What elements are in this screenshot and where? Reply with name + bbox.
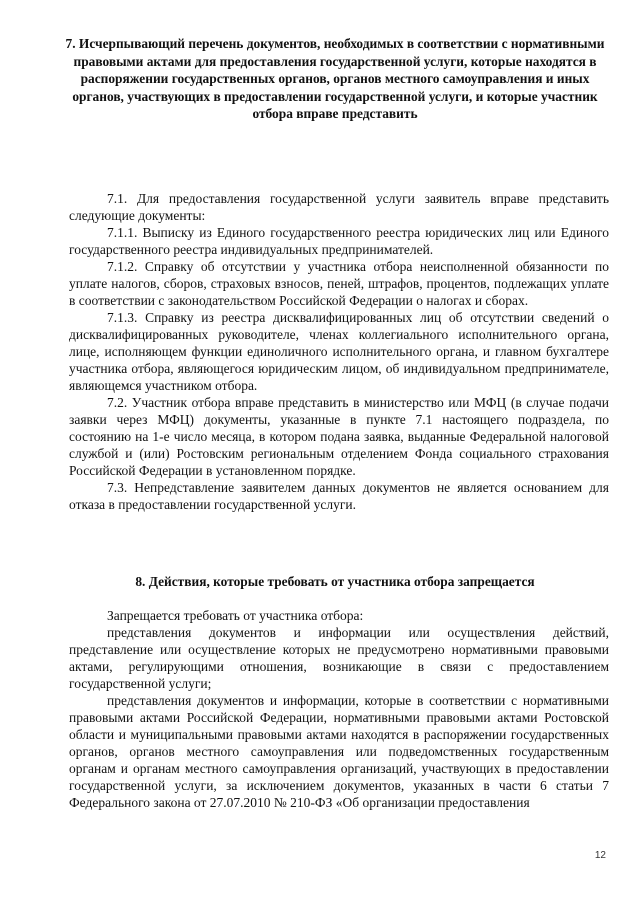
paragraph-7-1-1: 7.1.1. Выписку из Единого государственного реестра юридических лиц или Единого государственного реестра индивидуальных предпринимателей.: [69, 225, 609, 257]
paragraph-7-2: 7.2. Участник отбора вправе представить в министерство или МФЦ (в случае подачи заявки через МФЦ) документы, указанные в пункте 7.1 настоящего подраздела, по состоянию на 1-е число месяца, в котором подана заявка, выданные Федеральной налоговой службой и (или) Ростовским региональным отделением Фонда социального страхования Российской Федерации в установленном порядке.: [69, 395, 609, 478]
section-8-heading: 8. Действия, которые требовать от участника отбора запрещается: [135, 574, 535, 589]
paragraph-7-1: 7.1. Для предоставления государственной услуги заявитель вправе представить следующие документы:: [69, 191, 609, 223]
paragraph-7-1-2: 7.1.2. Справку об отсутствии у участника отбора неисполненной обязанности по уплате налогов, сборов, страховых взносов, пеней, штрафов, процентов, подлежащих уплате в соответствии с законодательством Российской Федерации о налогах и сборах.: [69, 259, 609, 308]
paragraph-8-item-1: представления документов и информации или осуществления действий, представление или осуществление которых не предусмотрено нормативными правовыми актами, регулирующими отношения, возникающие в связи с предоставлением государственной услуги;: [69, 625, 609, 691]
paragraph-8-item-2: представления документов и информации, которые в соответствии с нормативными правовыми актами Российской Федерации, нормативными правовыми актами Ростовской области и муниципальными правовыми актами находятся в распоряжении государственных органов, органов местного самоуправления или подведомственных государственным органам и органам местного самоуправления организаций, участвующих в предоставлении государственной услуги, за исключением документов, указанных в части 6 статьи 7 Федерального закона от 27.07.2010 № 210-ФЗ «Об организации предоставления: [69, 693, 609, 810]
paragraph-7-1-3: 7.1.3. Справку из реестра дисквалифицированных лиц об отсутствии сведений о дисквалифицированных руководителе, членах коллегиального исполнительного органа, лице, исполняющем функции единоличного исполнительного органа, и главном бухгалтере участника отбора, являющегося юридическим лицом, об индивидуальном предпринимателе, являющемся участником отбора.: [69, 310, 609, 393]
section-7-heading: 7. Исчерпывающий перечень документов, необходимых в соответствии с нормативными правовыми актами для предоставления государственной услуги, которые находятся в распоряжении государственных органов, органов местного самоуправления и иных органов, участвующих в предоставлении государственной услуги, и которые участник отбора вправе представить: [65, 36, 605, 122]
paragraph-7-3: 7.3. Непредставление заявителем данных документов не является основанием для отказа в предоставлении государственной услуги.: [69, 480, 609, 512]
section-7-body: [69, 190, 609, 513]
paragraph-8-intro: Запрещается требовать от участника отбора:: [107, 608, 364, 623]
section-8-body: [69, 607, 609, 811]
page-number: 12: [594, 850, 606, 861]
